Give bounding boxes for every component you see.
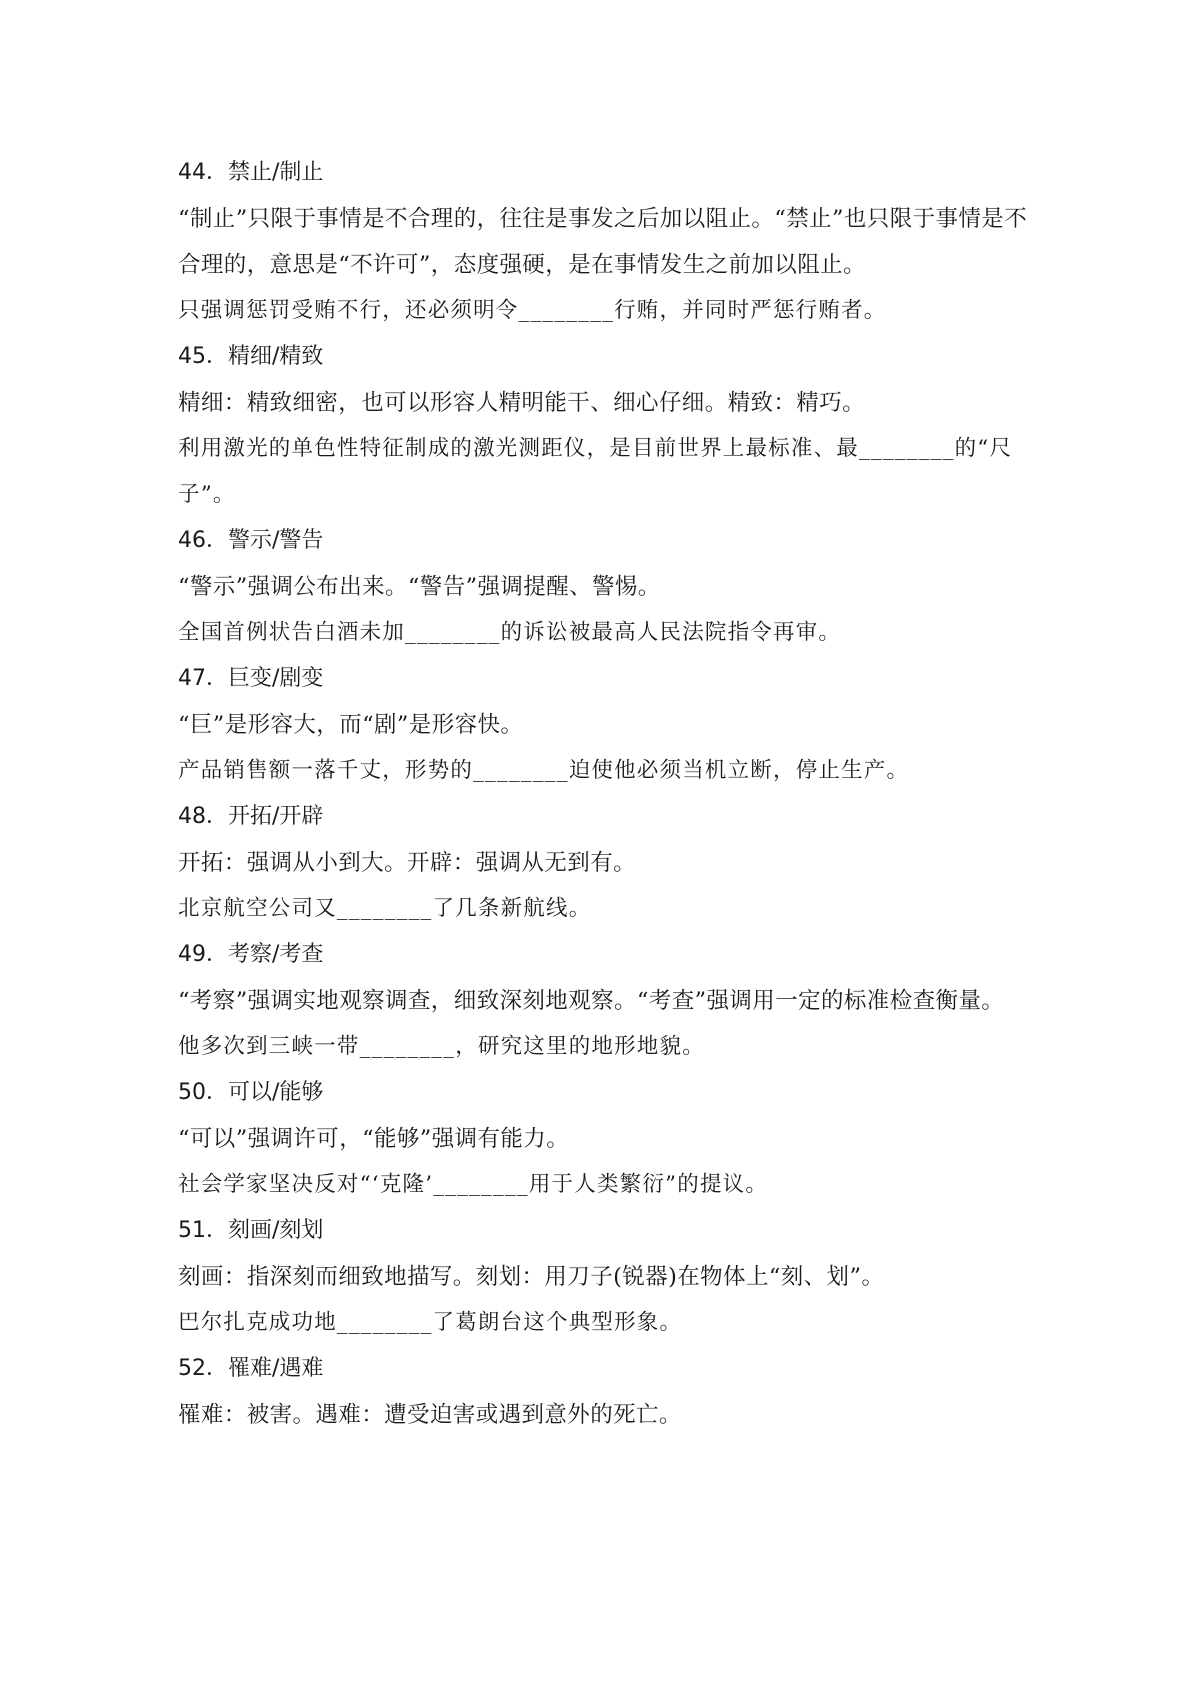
entry-explanation: “巨”是形容大，而“剧”是形容快。 (178, 712, 524, 738)
entry-title: 52．罹难/遇难 (178, 1356, 324, 1381)
entry-example-sentence: 产品销售额一落千丈，形势的________迫使他必须当机立断，停止生产。 (178, 758, 910, 783)
entry-explanation: 罹难：被害。遇难：遭受迫害或遇到意外的死亡。 (178, 1402, 682, 1428)
entry-title: 48．开拓/开辟 (178, 804, 324, 829)
entry-explanation: “可以”强调许可，“能够”强调有能力。 (178, 1126, 570, 1152)
entry-48 (178, 794, 1038, 932)
entry-46 (178, 518, 1038, 656)
entry-explanation: “制止”只限于事情是不合理的，往往是事发之后加以阻止。“禁止”也只限于事情是不合理的，意思是“不许可”，态度强硬，是在事情发生之前加以阻止。 (178, 206, 1028, 278)
entry-47 (178, 656, 1038, 794)
entry-52 (178, 1346, 1038, 1438)
entry-example-sentence: 只强调惩罚受贿不行，还必须明令________行贿，并同时严惩行贿者。 (178, 298, 887, 323)
entry-45 (178, 334, 1038, 518)
entry-example-sentence: 社会学家坚决反对“‘克隆’________用于人类繁衍”的提议。 (178, 1172, 769, 1197)
entry-49 (178, 932, 1038, 1070)
entry-title: 47．巨变/剧变 (178, 666, 324, 691)
entry-44 (178, 150, 1038, 334)
entry-title: 45．精细/精致 (178, 344, 324, 369)
entry-example-sentence: 利用激光的单色性特征制成的激光测距仪，是目前世界上最标准、最________的“尺子”。 (178, 436, 1013, 507)
entry-explanation: 精细：精致细密，也可以形容人精明能干、细心仔细。精致：精巧。 (178, 390, 866, 416)
entry-example-sentence: 北京航空公司又________了几条新航线。 (178, 896, 592, 921)
entry-title: 51．刻画/刻划 (178, 1218, 324, 1243)
entry-example-sentence: 全国首例状告白酒未加________的诉讼被最高人民法院指令再审。 (178, 620, 842, 645)
entry-50 (178, 1070, 1038, 1208)
entry-explanation: “警示”强调公布出来。“警告”强调提醒、警惕。 (178, 574, 661, 600)
entry-title: 46．警示/警告 (178, 528, 324, 553)
entry-explanation: 开拓：强调从小到大。开辟：强调从无到有。 (178, 850, 637, 876)
entry-title: 44．禁止/制止 (178, 160, 324, 185)
entry-title: 49．考察/考查 (178, 942, 324, 967)
entry-explanation: “考察”强调实地观察调查，细致深刻地观察。“考查”强调用一定的标准检查衡量。 (178, 988, 1005, 1014)
entry-example-sentence: 他多次到三峡一带________，研究这里的地形地貌。 (178, 1034, 705, 1059)
document-page (178, 150, 1038, 1438)
entry-explanation: 刻画：指深刻而细致地描写。刻划：用刀子(锐器)在物体上“刻、划”。 (178, 1264, 885, 1290)
entry-51 (178, 1208, 1038, 1346)
entry-title: 50．可以/能够 (178, 1080, 324, 1105)
entry-example-sentence: 巴尔扎克成功地________了葛朗台这个典型形象。 (178, 1310, 683, 1335)
